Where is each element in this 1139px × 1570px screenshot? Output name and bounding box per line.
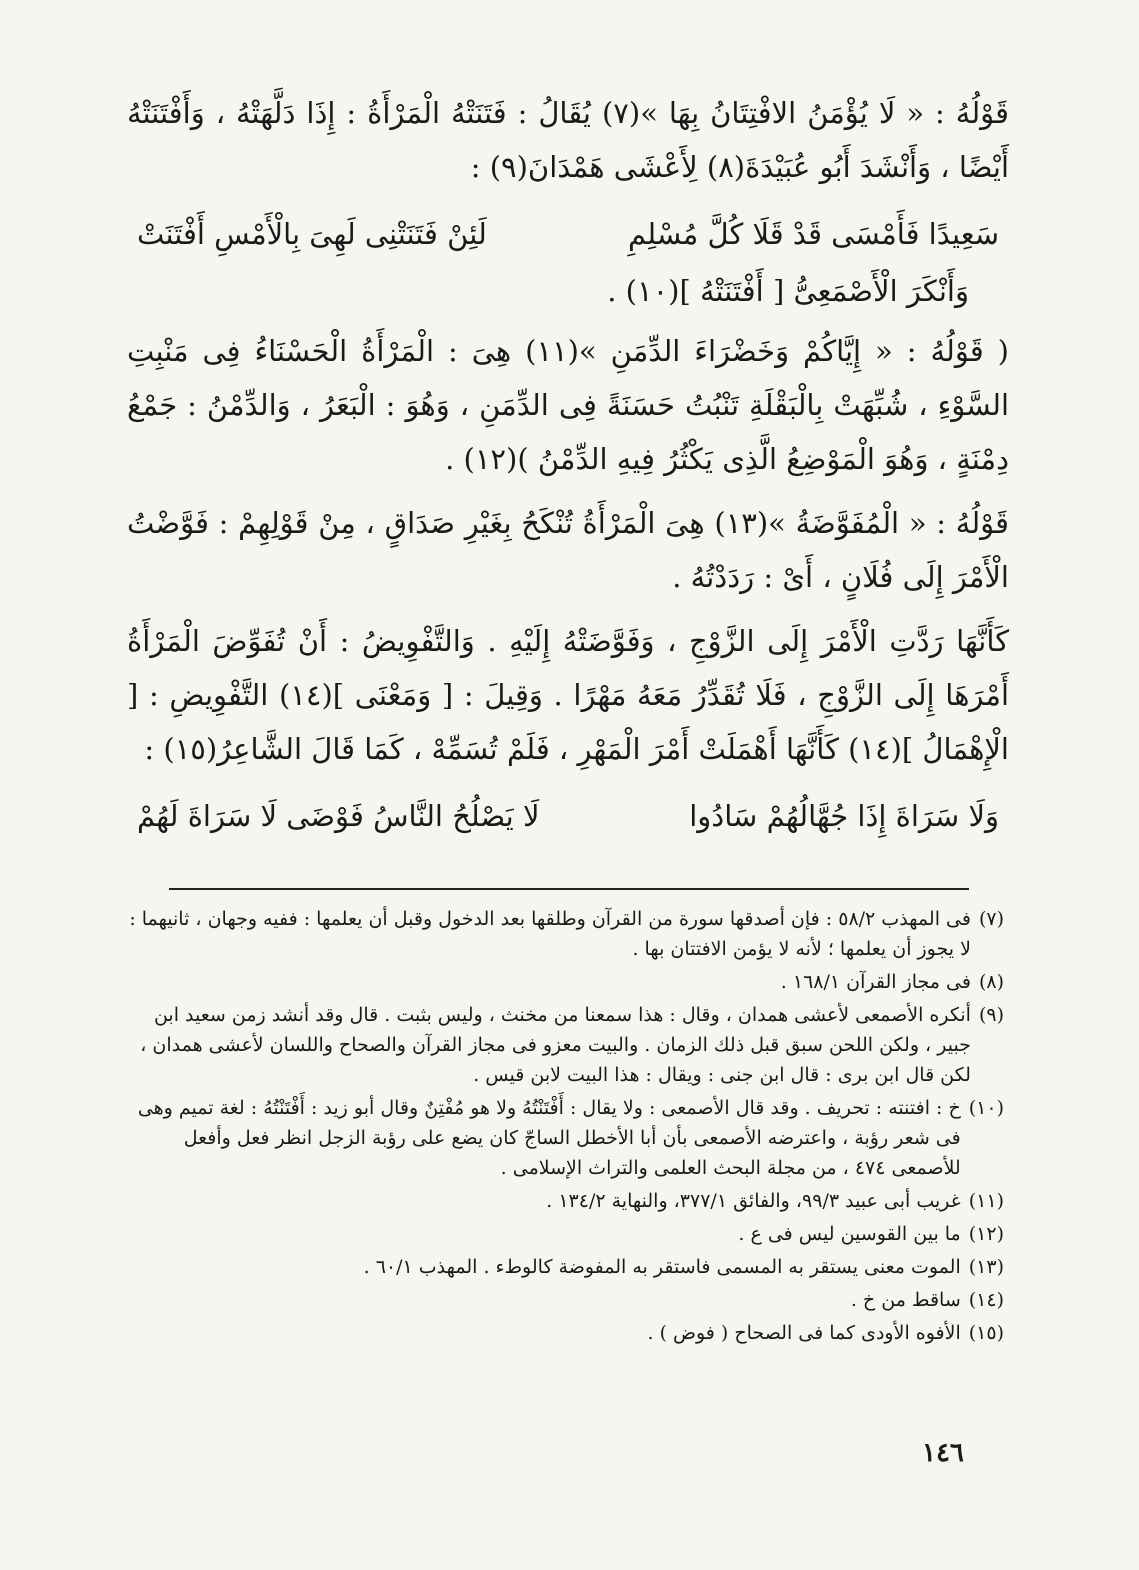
footnote-text: فى مجاز القرآن ١٦٨/١ . (780, 971, 971, 993)
footnote-number: (١٥) (968, 1322, 1004, 1344)
verse-1-second-hemistich: سَعِيدًا فَأَمْسَى قَدْ قَلَا كُلَّ مُسْلِمِ (627, 217, 999, 251)
main-text (127, 86, 1009, 846)
verse-2-first-hemistich: لَا يَصْلُحُ النَّاسُ فَوْضَى لَا سَرَاةَ لَهُمْ (137, 799, 540, 833)
footnote (124, 967, 1004, 997)
footnote-number: (٧) (978, 908, 1004, 930)
footnote-text: ساقط من خ . (850, 1289, 961, 1311)
paragraph-fitna: قَوْلُهُ : « لَا يُؤْمَنُ الافْتِتَانُ بِهَا »(٧) يُقَالُ : فَتَنَتْهُ الْمَرْأَةُ : إِذَا دَلَّهَتْهُ ، وَأَفْتَنَتْهُ أَيْضًا ، وَأَنْشَدَ أَبُو عُبَيْدَةَ(٨) لِأَعْشَى هَمْدَانَ(٩) : (127, 96, 1009, 184)
footnote (124, 1285, 1004, 1315)
footnote-number: (١٠) (968, 1097, 1004, 1119)
footnote (124, 1093, 1004, 1183)
paragraph-tafwid: كَأَنَّهَا رَدَّتِ الْأَمْرَ إِلَى الزَّوْجِ ، وَفَوَّضَتْهُ إِلَيْهِ . وَالتَّفْوِيضُ : أَنْ تُفَوِّضَ الْمَرْأَةُ أَمْرَهَا إِلَى الزَّوْجِ ، فَلَا تُقَدِّرُ مَعَهُ مَهْرًا . وَقِيلَ : [ وَمَعْنَى ](١٤) التَّفْوِيضِ : [ الْإِهْمَالُ ](١٤) كَأَنَّهَا أَهْمَلَتْ أَمْرَ الْمَهْرِ ، فَلَمْ تُسَمِّهْ ، كَمَا قَالَ الشَّاعِرُ(١٥) : (127, 624, 1009, 766)
footnote (124, 1318, 1004, 1348)
verse-2-second-hemistich: وَلَا سَرَاةَ إِذَا جُهَّالُهُمْ سَادُوا (689, 799, 999, 833)
footnote (124, 1252, 1004, 1282)
footnote-number: (٩) (978, 1004, 1004, 1026)
footnote-number: (١٣) (968, 1256, 1004, 1278)
footnote-text: أنكره الأصمعى لأعشى همدان ، وقال : هذا سمعنا من مخنث ، وليس بثبت . قال وقد أنشد زمن سعيد ابن جبير ، ولكن اللحن سبق قبل ذلك الزمان . والبيت معزو فى مجاز القرآن والصحاح واللسان لأعشى همدان ، لكن قال ابن برى : قال ابن جنى : ويقال : هذا البيت لابن قيس . (140, 1004, 971, 1086)
verse-2 (127, 786, 1009, 846)
footnote-number: (١١) (968, 1190, 1004, 1212)
footnote-number: (١٤) (968, 1289, 1004, 1311)
footnote (124, 1186, 1004, 1216)
footnote (124, 1000, 1004, 1090)
footnote-text: ما بين القوسين ليس فى ع . (738, 1223, 961, 1245)
paragraph-mufawwada: قَوْلُهُ : « الْمُفَوَّضَةُ »(١٣) هِىَ الْمَرْأَةُ تُنْكَحُ بِغَيْرِ صَدَاقٍ ، مِنْ قَوْلِهِمْ : فَوَّضْتُ الْأَمْرَ إِلَى فُلَانٍ ، أَىْ : رَدَدْتُهُ . (127, 506, 1009, 594)
footnote-text: الأفوه الأودى كما فى الصحاح ( فوض ) . (647, 1322, 961, 1344)
footnote-text: غريب أبى عبيد ٩٩/٣، والفائق ٣٧٧/١، والنهاية ١٣٤/٢ . (546, 1190, 961, 1212)
paragraph-khadra-aldiman: ( قَوْلُهُ : « إِيَّاكُمْ وَخَضْرَاءَ الدِّمَنِ »(١١) هِىَ : الْمَرْأَةُ الْحَسْنَاءُ فِى مَنْبِتِ السَّوْءِ ، شُبِّهَتْ بِالْبَقْلَةِ تَنْبُتُ حَسَنَةً فِى الدِّمَنِ ، وَهُوَ : الْبَعَرُ ، وَالدِّمْنُ : جَمْعُ دِمْنَةٍ ، وَهُوَ الْمَوْضِعُ الَّذِى يَكْثُرُ فِيهِ الدِّمْنُ )(١٢) . (127, 334, 1009, 476)
footnote-text: الموت معنى يستقر به المسمى فاستقر به المفوضة كالوطء . المهذب ٦٠/١ . (363, 1256, 961, 1278)
verse-1-comment: وَأَنْكَرَ الْأَصْمَعِىُّ [ أَفْتَنَتْهُ ](١٠) . (607, 274, 969, 308)
footnote-number: (٨) (978, 971, 1004, 993)
footnote (124, 1219, 1004, 1249)
footnote-number: (١٢) (968, 1223, 1004, 1245)
footnote-text: خ : افتنته : تحريف . وقد قال الأصمعى : ولا يقال : أَفْتَنْتُهُ ولا هو مُفْتِنٌ وقال أبو زيد : أَفْتَنْتُهُ : لغة تميم وهى فى شعر رؤبة ، واعترضه الأصمعى بأن أبا الأخطل الساجّ كان يضع على رؤبة الزجل انظر فعل وأفعل للأصمعى ٤٧٤ ، من مجلة البحث العلمى والتراث الإسلامى . (137, 1097, 961, 1179)
footnote-divider (169, 888, 969, 890)
footnote (124, 904, 1004, 964)
verse-1 (127, 204, 1009, 264)
footnote-text: فى المهذب ٥٨/٢ : فإن أصدقها سورة من القرآن وطلقها بعد الدخول وقبل أن يعلمها : ففيه وجهان ، ثانيهما : لا يجوز أن يعلمها ؛ لأنه لا يؤمن الافتتان بها . (129, 908, 971, 960)
footnotes (124, 904, 1004, 1351)
verse-1-first-hemistich: لَئِنْ فَتَنَتْنِى لَهِىَ بِالْأَمْسِ أَفْتَنَتْ (137, 217, 487, 251)
page-number: ١٤٦ (922, 1438, 964, 1468)
